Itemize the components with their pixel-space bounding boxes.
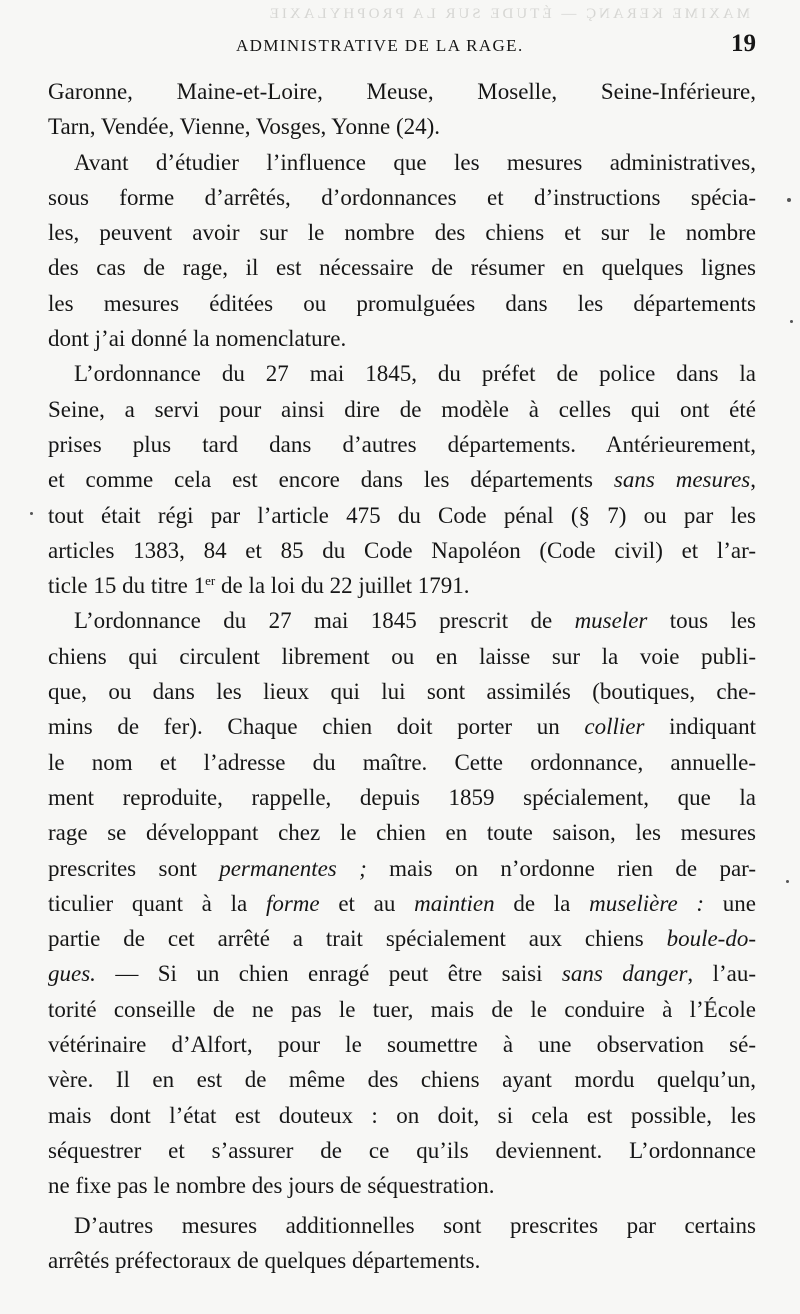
text-line <box>48 145 756 180</box>
text-segment: Garonne, Maine-et-Loire, Meuse, Moselle, Seine-Inférieure, <box>48 79 756 104</box>
italic-term: muselière : <box>589 890 705 916</box>
text-line <box>48 745 756 780</box>
italic-term: sans mesures <box>613 467 751 493</box>
paragraph <box>48 1208 756 1279</box>
text-segment: séquestrer et s’assurer de ce qu’ils deviennent. L’ordonnance <box>48 1137 756 1163</box>
text-line <box>48 1133 756 1168</box>
text-segment: indiquant <box>644 714 756 740</box>
text-segment: les, peuvent avoir sur le nombre des chiens et sur le nombre <box>48 220 756 246</box>
text-segment: vère. Il en est de même des chiens ayant mordu quelqu’un, <box>48 1067 756 1093</box>
italic-term: collier <box>584 714 645 740</box>
text-segment: articles 1383, 84 et 85 du Code Napoléon (Code civil) et l’ar- <box>48 537 756 563</box>
text-line <box>48 851 756 886</box>
scan-speck <box>787 198 791 202</box>
text-line <box>48 1243 756 1278</box>
text-line <box>48 321 756 356</box>
text-line <box>48 603 756 638</box>
superscript: er <box>205 573 216 589</box>
text-segment: et au <box>319 890 415 916</box>
text-line <box>48 392 756 427</box>
scan-speck <box>790 320 793 323</box>
italic-term: museler <box>574 608 648 634</box>
text-segment: mais dont l’état est douteux : on doit, si cela est possible, les <box>48 1102 756 1128</box>
text-segment: tous les <box>647 608 756 634</box>
body-text <box>48 74 756 1278</box>
italic-term: maintien <box>414 890 495 916</box>
text-line <box>48 1027 756 1062</box>
text-line <box>48 1208 756 1243</box>
text-line <box>48 815 756 850</box>
text-line <box>48 1168 756 1203</box>
text-segment: ment reproduite, rappelle, depuis 1859 spécialement, que la <box>48 784 756 810</box>
show-through-text: MAXIME KERANÇ — ÉTUDE SUR LA PROPHYLAXIE <box>266 6 750 22</box>
paragraph <box>48 356 756 603</box>
text-segment: mais on n’ordonne rien de par- <box>366 855 756 881</box>
text-segment: ticle 15 du titre 1 <box>48 573 206 599</box>
text-segment: des cas de rage, il est nécessaire de résumer en quelques lignes <box>48 255 756 281</box>
text-line <box>48 921 756 956</box>
text-line <box>48 992 756 1027</box>
text-line <box>48 109 756 144</box>
text-line <box>48 180 756 215</box>
text-segment: ne fixe pas le nombre des jours de séquestration. <box>48 1173 495 1199</box>
text-segment: torité conseille de ne pas le tuer, mais de le conduire à l’École <box>48 996 756 1022</box>
text-segment: D’autres mesures additionnelles sont prescrites par certains <box>74 1212 756 1238</box>
text-segment: mins de fer). Chaque chien doit porter un <box>48 714 585 740</box>
text-segment: vétérinaire d’Alfort, pour le soumettre à une observation sé- <box>48 1032 756 1058</box>
running-title: ADMINISTRATIVE DE LA RAGE. <box>236 36 524 55</box>
text-segment: — Si un chien enragé peut être saisi <box>95 961 562 987</box>
text-line <box>48 568 756 603</box>
paragraph <box>48 74 756 145</box>
text-segment: que, ou dans les lieux qui lui sont assimilés (boutiques, che- <box>48 679 756 705</box>
italic-term: sans danger <box>561 961 688 987</box>
text-segment: et comme cela est encore dans les départements <box>48 467 614 493</box>
text-segment: chiens qui circulent librement ou en laisse sur la voie publi- <box>48 643 756 669</box>
italic-term: boule-do- <box>666 926 756 952</box>
text-segment: de la <box>494 890 590 916</box>
text-line <box>48 674 756 709</box>
text-segment: L’ordonnance du 27 mai 1845, du préfet de police dans la <box>74 361 756 387</box>
text-line <box>48 286 756 321</box>
italic-term: forme <box>265 890 320 916</box>
paragraph <box>48 603 756 1203</box>
text-line <box>48 1062 756 1097</box>
text-line <box>48 498 756 533</box>
text-line <box>48 215 756 250</box>
text-line <box>48 462 756 497</box>
text-line <box>48 250 756 285</box>
text-line <box>48 356 756 391</box>
text-segment: les mesures éditées ou promulguées dans les départements <box>48 290 756 316</box>
text-segment: L’ordonnance du 27 mai 1845 prescrit de <box>74 608 575 634</box>
text-segment: Tarn, Vendée, Vienne, Vosges, Yonne (24). <box>48 114 441 140</box>
text-segment: partie de cet arrêté a trait spécialement aux chiens <box>48 926 667 952</box>
italic-term: gues. <box>48 961 96 987</box>
text-line <box>48 427 756 462</box>
text-segment: prises plus tard dans d’autres départements. Antérieurement, <box>48 431 756 457</box>
text-segment: dont j’ai donné la nomenclature. <box>48 326 347 352</box>
text-line <box>48 956 756 991</box>
scan-speck <box>786 880 789 883</box>
text-segment: prescrites sont <box>48 855 220 881</box>
text-segment: tout était régi par l’article 475 du Code pénal (§ 7) ou par les <box>48 502 756 528</box>
text-line <box>48 886 756 921</box>
text-segment: , l’au- <box>687 961 756 987</box>
running-head <box>48 30 756 62</box>
text-segment: de la loi du 22 juillet 1791. <box>215 573 470 599</box>
text-line <box>48 780 756 815</box>
text-segment: Seine, a servi pour ainsi dire de modèle à celles qui ont été <box>48 396 756 422</box>
text-segment: le nom et l’adresse du maître. Cette ordonnance, annuelle- <box>48 749 756 775</box>
text-segment: une <box>704 890 756 916</box>
text-segment: ticulier quant à la <box>48 890 266 916</box>
text-segment: Avant d’étudier l’influence que les mesures administratives, <box>74 149 756 175</box>
text-line <box>48 709 756 744</box>
text-line <box>48 533 756 568</box>
paragraph <box>48 145 756 357</box>
text-line <box>48 1098 756 1133</box>
text-segment: sous forme d’arrêtés, d’ordonnances et d’instructions spécia- <box>48 184 756 210</box>
scan-speck <box>30 512 33 515</box>
text-segment: arrêtés préfectoraux de quelques départements. <box>48 1247 481 1273</box>
text-segment: rage se développant chez le chien en toute saison, les mesures <box>48 820 756 846</box>
text-line <box>48 639 756 674</box>
text-segment: , <box>750 467 756 493</box>
text-line <box>48 74 756 109</box>
page-number: 19 <box>731 30 756 57</box>
italic-term: permanentes ; <box>219 855 367 881</box>
